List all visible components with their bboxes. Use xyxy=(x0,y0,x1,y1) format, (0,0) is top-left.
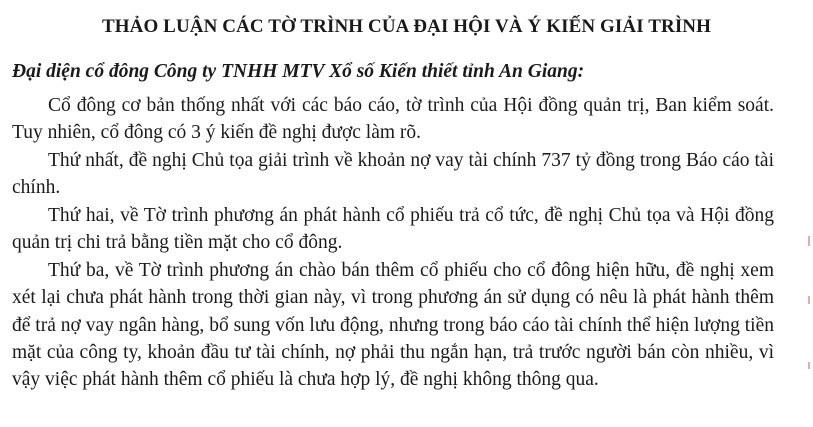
scan-edge-mark xyxy=(808,362,810,369)
paragraph-1: Cổ đông cơ bản thống nhất với các báo cáo, tờ trình của Hội đồng quản trị, Ban kiểm soát. Tuy nhiên, cổ đông có 3 ý kiến đề nghị được làm rõ. xyxy=(12,95,774,144)
paragraph-3: Thứ hai, về Tờ trình phương án phát hành cổ phiếu trả cổ tức, đề nghị Chủ tọa và Hội đồng quản trị chi trả bằng tiền mặt cho cổ đông. xyxy=(12,205,774,254)
section-heading: THẢO LUẬN CÁC TỜ TRÌNH CỦA ĐẠI HỘI VÀ Ý KIẾN GIẢI TRÌNH xyxy=(101,16,712,37)
speaker-heading: Đại diện cổ đông Công ty TNHH MTV Xổ số Kiến thiết tỉnh An Giang: xyxy=(12,61,585,82)
paragraph-2: Thứ nhất, đề nghị Chủ tọa giải trình về khoản nợ vay tài chính 737 tỷ đồng trong Báo cáo tài chính. xyxy=(12,150,774,199)
scan-edge-mark xyxy=(808,236,810,246)
scan-edge-mark xyxy=(808,296,810,304)
paragraph-4: Thứ ba, về Tờ trình phương án chào bán thêm cổ phiếu cho cổ đông hiện hữu, đề nghị xem xét lại chưa phát hành trong thời gian này, vì trong phương án sử dụng có nêu là phát hành thêm để trả nợ vay ngân hàng, bổ sung vốn lưu động, nhưng trong báo cáo tài chính thể hiện lượng tiền mặt của công ty, khoản đầu tư tài chính, nợ phải thu ngắn hạn, trả trước người bán còn nhiều, vì vậy việc phát hành thêm cổ phiếu là chưa hợp lý, đề nghị không thông qua. xyxy=(12,260,774,391)
